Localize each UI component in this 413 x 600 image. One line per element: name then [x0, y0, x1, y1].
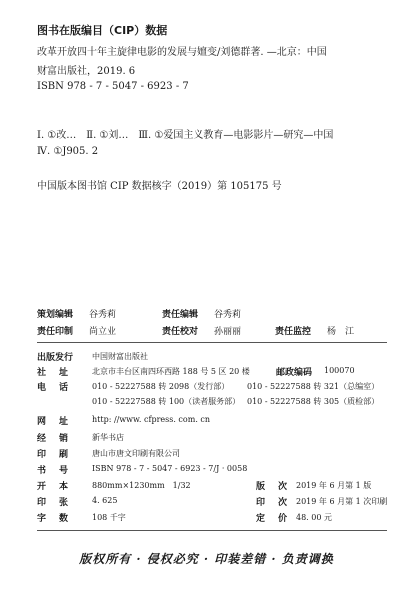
release-label: 出版发行	[37, 353, 74, 363]
cip-classification: Ⅰ. ①改… Ⅱ. ①刘… Ⅲ. ①爱国主义教育—电影影片—研究—中国	[37, 130, 334, 141]
cip-heading: 图书在版编目（CIP）数据	[37, 24, 168, 37]
phone-editorial: 010 - 52227588 转 321（总编室）	[247, 382, 380, 391]
distributor-value: 新华书店	[92, 433, 124, 442]
cip-core-data-number: 中国版本图书馆 CIP 数据核字（2019）第 105175 号	[37, 181, 282, 192]
phone-label: 电 话	[37, 383, 71, 393]
sheets-value: 4. 625	[92, 496, 118, 505]
responsible-editor: 谷秀莉	[214, 310, 242, 320]
cip-title-line: 改革开放四十年主旋律电影的发展与嬗变/刘德群著. —北京：中国	[37, 47, 327, 58]
phone-reader-service: 010 - 52227588 转 100（读者服务部）	[92, 397, 241, 406]
edition-label: 版 次	[256, 482, 290, 492]
release-value: 中国财富出版社	[92, 352, 148, 361]
cip-isbn: ISBN 978 - 7 - 5047 - 6923 - 7	[37, 81, 189, 92]
website-label: 网 址	[37, 417, 71, 427]
bottom-rule	[37, 530, 387, 531]
impression-label: 印 次	[256, 498, 290, 508]
cip-classification-code: Ⅳ. ①J905. 2	[37, 146, 99, 157]
words-label: 字 数	[37, 514, 71, 524]
responsible-editor-label: 责任编辑	[162, 310, 199, 320]
format-label: 开 本	[37, 482, 71, 492]
booknum-value: ISBN 978 - 7 - 5047 - 6923 - 7/J · 0058	[92, 464, 248, 473]
printer-value: 唐山市唐文印刷有限公司	[92, 449, 180, 458]
divider-rule	[37, 342, 387, 343]
words-value: 108 千字	[92, 513, 126, 522]
phone-sales: 010 - 52227588 转 2098（发行部）	[92, 382, 230, 391]
supervisor-label: 责任监控	[275, 327, 312, 337]
address-value: 北京市丰台区南四环西路 188 号 5 区 20 楼	[92, 367, 250, 376]
printer-label: 印 刷	[37, 450, 71, 460]
proofreading-person: 孙丽丽	[214, 327, 242, 337]
distributor-label: 经 销	[37, 434, 71, 444]
impression-value: 2019 年 6 月第 1 次印刷	[296, 497, 388, 506]
address-label: 社 址	[37, 368, 71, 378]
printing-label: 责任印制	[37, 327, 74, 337]
planning-editor-label: 策划编辑	[37, 310, 74, 320]
copyright-slogan: 版权所有 · 侵权必究 · 印装差错 · 负责调换	[79, 552, 334, 566]
edition-value: 2019 年 6 月第 1 版	[296, 481, 372, 490]
format-value: 880mm×1230mm 1/32	[92, 481, 191, 490]
booknum-label: 书 号	[37, 466, 71, 476]
price-value: 48. 00 元	[296, 513, 332, 522]
postcode-label: 邮政编码	[276, 368, 313, 378]
website-value: http: //www. cfpress. com. cn	[92, 415, 211, 424]
planning-editor: 谷秀莉	[89, 310, 117, 320]
printing-person: 尚立业	[89, 327, 117, 337]
cip-publisher-line: 财富出版社，2019. 6	[37, 66, 136, 77]
supervisor-person: 杨 江	[327, 327, 355, 337]
postcode-value: 100070	[324, 366, 355, 375]
phone-quality: 010 - 52227588 转 305（质检部）	[247, 397, 380, 406]
price-label: 定 价	[256, 514, 290, 524]
proofreading-label: 责任校对	[162, 327, 199, 337]
sheets-label: 印 张	[37, 498, 71, 508]
